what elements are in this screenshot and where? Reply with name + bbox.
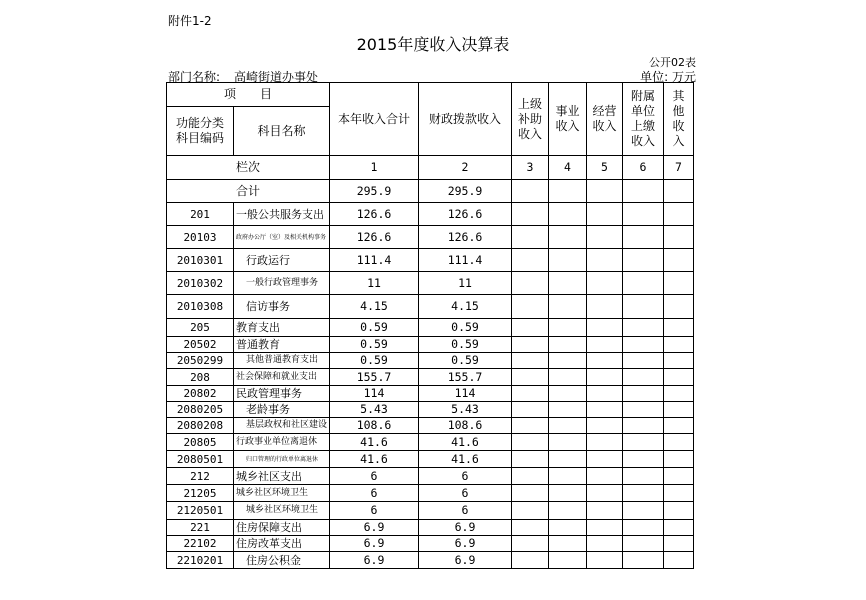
row-code: 22102 <box>167 536 234 552</box>
empty-cell <box>623 203 664 226</box>
row-total: 6.9 <box>330 552 419 569</box>
row-total: 6.9 <box>330 520 419 536</box>
row-fiscal: 111.4 <box>419 249 512 272</box>
empty-cell <box>664 337 694 353</box>
row-total: 0.59 <box>330 319 419 337</box>
empty-cell <box>549 203 587 226</box>
row-code: 2080501 <box>167 451 234 468</box>
empty-cell <box>623 418 664 434</box>
empty-cell <box>587 319 623 337</box>
empty-cell <box>549 369 587 386</box>
empty-cell <box>587 485 623 502</box>
empty-cell <box>587 434 623 451</box>
row-code: 2010302 <box>167 272 234 295</box>
row-code: 20103 <box>167 226 234 249</box>
row-fiscal: 0.59 <box>419 319 512 337</box>
row-fiscal: 6 <box>419 502 512 520</box>
empty-cell <box>623 226 664 249</box>
empty-cell <box>512 468 549 485</box>
unit-label: 单位: 万元 <box>640 70 696 84</box>
empty-cell <box>623 272 664 295</box>
row-code: 2080205 <box>167 402 234 418</box>
empty-cell <box>549 226 587 249</box>
row-total: 114 <box>330 386 419 402</box>
empty-cell <box>623 386 664 402</box>
header-code <box>167 107 234 156</box>
empty-cell <box>587 295 623 319</box>
row-total: 5.43 <box>330 402 419 418</box>
empty-cell <box>549 502 587 520</box>
empty-cell <box>623 485 664 502</box>
empty-cell <box>587 386 623 402</box>
header-superior <box>512 83 549 156</box>
table-row <box>167 319 694 337</box>
empty-cell <box>664 272 694 295</box>
empty-cell <box>587 468 623 485</box>
row-name: 老龄事务 <box>234 402 330 418</box>
empty-cell <box>664 249 694 272</box>
department-name: 高崎街道办事处 <box>234 70 319 84</box>
row-name: 住房改革支出 <box>234 536 330 552</box>
table-row <box>167 402 694 418</box>
table-row <box>167 337 694 353</box>
empty-cell <box>664 402 694 418</box>
empty-cell <box>623 353 664 369</box>
table-row <box>167 272 694 295</box>
empty-cell <box>512 203 549 226</box>
empty-cell <box>549 485 587 502</box>
empty-cell <box>664 502 694 520</box>
empty-cell <box>664 552 694 569</box>
row-name: 归口管理的行政单位离退休 <box>234 451 330 468</box>
empty-cell <box>664 434 694 451</box>
header-operating-text: 经营 收入 <box>592 104 617 133</box>
row-total: 6.9 <box>330 536 419 552</box>
row-code: 212 <box>167 468 234 485</box>
row-code: 21205 <box>167 485 234 502</box>
row-name: 政府办公厅（室）及相关机构事务 <box>234 226 330 249</box>
row-name: 普通教育 <box>234 337 330 353</box>
empty-cell <box>549 386 587 402</box>
row-name: 行政运行 <box>234 249 330 272</box>
row-total: 6 <box>330 468 419 485</box>
empty-cell <box>623 468 664 485</box>
table-row <box>167 418 694 434</box>
total-row <box>167 180 694 203</box>
empty-cell <box>587 451 623 468</box>
row-code: 2010308 <box>167 295 234 319</box>
row-name: 基层政权和社区建设 <box>234 418 330 434</box>
row-total: 11 <box>330 272 419 295</box>
empty-cell <box>587 272 623 295</box>
empty-cell <box>664 295 694 319</box>
table-row <box>167 203 694 226</box>
empty-cell <box>623 249 664 272</box>
empty-cell <box>664 520 694 536</box>
empty-cell <box>623 552 664 569</box>
header-superior-text: 上级 补助 收入 <box>517 96 542 141</box>
row-name: 一般行政管理事务 <box>234 272 330 295</box>
header-business-text: 事业 收入 <box>555 104 580 133</box>
empty-cell <box>512 226 549 249</box>
header-affiliated-text: 附属 单位 上缴 收入 <box>630 89 655 148</box>
column-index: 5 <box>587 156 623 180</box>
row-name: 住房公积金 <box>234 552 330 569</box>
empty-cell <box>512 485 549 502</box>
row-name: 教育支出 <box>234 319 330 337</box>
empty-cell <box>664 451 694 468</box>
empty-cell <box>664 536 694 552</box>
table-row <box>167 468 694 485</box>
row-total: 126.6 <box>330 203 419 226</box>
empty-cell <box>664 468 694 485</box>
header-total: 本年收入合计 <box>330 83 419 156</box>
empty-cell <box>549 536 587 552</box>
row-code: 221 <box>167 520 234 536</box>
row-fiscal: 6.9 <box>419 520 512 536</box>
column-index: 2 <box>419 156 512 180</box>
header-operating <box>587 83 623 156</box>
row-code: 20802 <box>167 386 234 402</box>
row-total: 41.6 <box>330 434 419 451</box>
table-row <box>167 249 694 272</box>
column-index-label: 栏次 <box>167 156 330 180</box>
report-title: 2015年度收入决算表 <box>356 35 510 54</box>
column-index: 7 <box>664 156 694 180</box>
empty-cell <box>623 451 664 468</box>
row-fiscal: 6.9 <box>419 552 512 569</box>
row-name: 行政事业单位离退休 <box>234 434 330 451</box>
row-fiscal: 0.59 <box>419 353 512 369</box>
empty-cell <box>549 319 587 337</box>
row-code: 2050299 <box>167 353 234 369</box>
row-code: 20805 <box>167 434 234 451</box>
empty-cell <box>512 249 549 272</box>
row-fiscal: 4.15 <box>419 295 512 319</box>
empty-cell <box>587 249 623 272</box>
row-code: 201 <box>167 203 234 226</box>
row-name: 城乡社区支出 <box>234 468 330 485</box>
empty-cell <box>587 226 623 249</box>
empty-cell <box>549 249 587 272</box>
empty-cell <box>549 552 587 569</box>
row-fiscal: 108.6 <box>419 418 512 434</box>
column-index: 6 <box>623 156 664 180</box>
row-total: 155.7 <box>330 369 419 386</box>
row-code: 2080208 <box>167 418 234 434</box>
empty-cell <box>664 418 694 434</box>
empty-cell <box>587 337 623 353</box>
empty-cell <box>512 337 549 353</box>
row-code: 2210201 <box>167 552 234 569</box>
total-fiscal: 295.9 <box>419 180 512 203</box>
empty-cell <box>512 386 549 402</box>
empty-cell <box>587 418 623 434</box>
empty-cell <box>512 402 549 418</box>
row-fiscal: 6.9 <box>419 536 512 552</box>
row-fiscal: 6 <box>419 485 512 502</box>
row-fiscal: 114 <box>419 386 512 402</box>
row-fiscal: 11 <box>419 272 512 295</box>
empty-cell <box>512 552 549 569</box>
empty-cell <box>512 369 549 386</box>
empty-cell <box>512 502 549 520</box>
empty-cell <box>512 434 549 451</box>
empty-cell <box>512 418 549 434</box>
table-row <box>167 451 694 468</box>
row-fiscal: 126.6 <box>419 203 512 226</box>
empty-cell <box>512 319 549 337</box>
header-fiscal: 财政拨款收入 <box>419 83 512 156</box>
row-fiscal: 0.59 <box>419 337 512 353</box>
empty-cell <box>587 353 623 369</box>
row-code: 205 <box>167 319 234 337</box>
row-code: 2010301 <box>167 249 234 272</box>
empty-cell <box>587 502 623 520</box>
empty-cell <box>512 295 549 319</box>
income-table <box>166 82 694 569</box>
table-number: 公开02表 <box>649 56 696 69</box>
column-index-row <box>167 156 694 180</box>
row-name: 住房保障支出 <box>234 520 330 536</box>
row-total: 126.6 <box>330 226 419 249</box>
empty-cell <box>587 536 623 552</box>
empty-cell <box>664 369 694 386</box>
row-name: 民政管理事务 <box>234 386 330 402</box>
row-name: 社会保障和就业支出 <box>234 369 330 386</box>
empty-cell <box>549 468 587 485</box>
empty-cell <box>623 295 664 319</box>
row-total: 41.6 <box>330 451 419 468</box>
table-row <box>167 434 694 451</box>
empty-cell <box>664 319 694 337</box>
table-row <box>167 502 694 520</box>
empty-cell <box>512 520 549 536</box>
header-business <box>549 83 587 156</box>
empty-cell <box>587 203 623 226</box>
empty-cell <box>587 369 623 386</box>
table-row <box>167 226 694 249</box>
header-code-text: 功能分类 科目编码 <box>175 116 224 145</box>
empty-cell <box>549 451 587 468</box>
empty-cell <box>549 520 587 536</box>
row-fiscal: 6 <box>419 468 512 485</box>
empty-cell <box>623 434 664 451</box>
table-row <box>167 520 694 536</box>
empty-cell <box>664 203 694 226</box>
department-label: 部门名称: <box>168 70 221 84</box>
table-row <box>167 485 694 502</box>
table-row <box>167 536 694 552</box>
total-label: 合计 <box>167 180 330 203</box>
row-fiscal: 155.7 <box>419 369 512 386</box>
empty-cell <box>512 536 549 552</box>
empty-cell <box>664 386 694 402</box>
row-code: 208 <box>167 369 234 386</box>
table-row <box>167 295 694 319</box>
row-name: 其他普通教育支出 <box>234 353 330 369</box>
empty-cell <box>623 337 664 353</box>
empty-cell <box>549 434 587 451</box>
empty-cell <box>512 272 549 295</box>
empty-cell <box>623 520 664 536</box>
empty-cell <box>549 418 587 434</box>
column-index: 1 <box>330 156 419 180</box>
row-total: 111.4 <box>330 249 419 272</box>
column-index: 3 <box>512 156 549 180</box>
header-affiliated <box>623 83 664 156</box>
row-name: 城乡社区环境卫生 <box>234 502 330 520</box>
row-name: 城乡社区环境卫生 <box>234 485 330 502</box>
row-total: 0.59 <box>330 337 419 353</box>
empty-cell <box>549 272 587 295</box>
empty-cell <box>549 337 587 353</box>
empty-cell <box>587 520 623 536</box>
empty-cell <box>664 353 694 369</box>
empty-cell <box>587 552 623 569</box>
row-total: 4.15 <box>330 295 419 319</box>
empty-cell <box>623 502 664 520</box>
header-other-text: 其 他 收 入 <box>672 89 685 148</box>
header-name: 科目名称 <box>234 107 330 156</box>
table-row <box>167 369 694 386</box>
empty-cell <box>664 226 694 249</box>
row-code: 2120501 <box>167 502 234 520</box>
row-code: 20502 <box>167 337 234 353</box>
row-total: 6 <box>330 502 419 520</box>
row-fiscal: 41.6 <box>419 451 512 468</box>
row-fiscal: 41.6 <box>419 434 512 451</box>
table-row <box>167 353 694 369</box>
row-name: 信访事务 <box>234 295 330 319</box>
row-name: 一般公共服务支出 <box>234 203 330 226</box>
empty-cell <box>512 353 549 369</box>
empty-cell <box>587 402 623 418</box>
row-fiscal: 5.43 <box>419 402 512 418</box>
empty-cell <box>623 536 664 552</box>
empty-cell <box>549 402 587 418</box>
empty-cell <box>623 319 664 337</box>
empty-cell <box>549 295 587 319</box>
row-total: 0.59 <box>330 353 419 369</box>
empty-cell <box>512 451 549 468</box>
row-fiscal: 126.6 <box>419 226 512 249</box>
table-row <box>167 386 694 402</box>
empty-cell <box>549 353 587 369</box>
empty-cell <box>664 485 694 502</box>
header-other <box>664 83 694 156</box>
empty-cell <box>623 402 664 418</box>
attachment-label: 附件1-2 <box>168 14 212 28</box>
header-item: 项 目 <box>167 83 330 107</box>
column-index: 4 <box>549 156 587 180</box>
row-total: 6 <box>330 485 419 502</box>
empty-cell <box>623 369 664 386</box>
row-total: 108.6 <box>330 418 419 434</box>
total-amount: 295.9 <box>330 180 419 203</box>
table-row <box>167 552 694 569</box>
